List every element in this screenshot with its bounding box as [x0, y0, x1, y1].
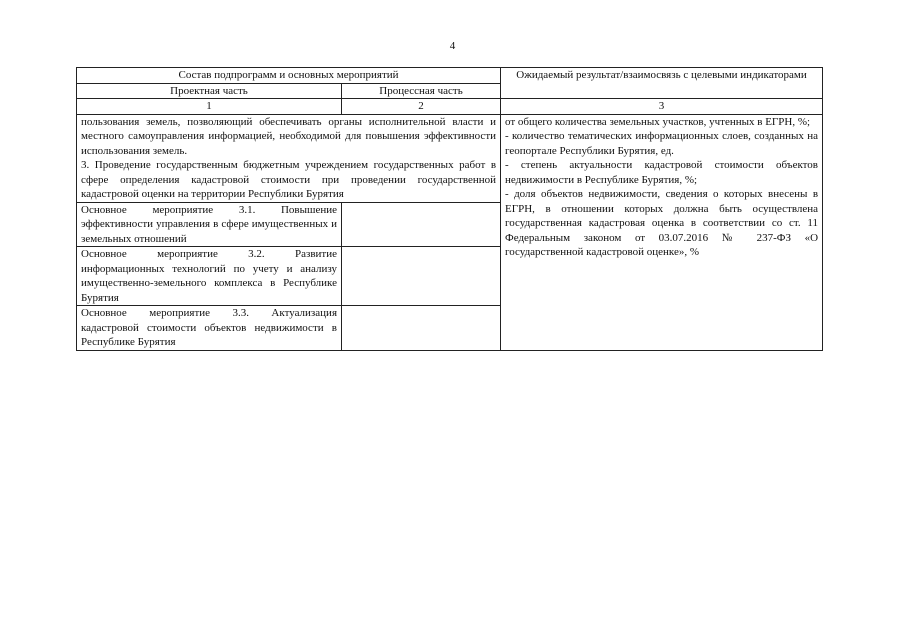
result-item: от общего количества земельных участков, учтенных в ЕГРН, %; [505, 115, 811, 128]
intro-row [77, 114, 823, 202]
header-process-part: Процессная часть [342, 83, 501, 99]
result-item: - степень актуальности кадастровой стоимости объектов недвижимости в Республике Бурятия, %; [505, 159, 819, 186]
activity-process-cell [342, 202, 501, 247]
column-number-row [77, 99, 823, 115]
intro-cell [77, 114, 501, 202]
program-table [76, 67, 823, 351]
intro-paragraph-2: 3. Проведение государственным бюджетным учреждением государственных работ в сфере определения кадастровой стоимости при проведении государственной кадастровой оценки на территории Республики Бурятия [81, 159, 497, 200]
expected-results-cell [501, 114, 823, 350]
activity-process-cell [342, 306, 501, 351]
header-project-part: Проектная часть [77, 83, 342, 99]
page-number: 4 [449, 40, 456, 52]
activity-process-cell [342, 247, 501, 306]
activity-cell: Основное мероприятие 3.1. Повышение эффективности управления в сфере имущественных и земельных отношений [77, 202, 342, 247]
activity-cell: Основное мероприятие 3.2. Развитие информационных технологий по учету и анализу имущественно-земельного комплекса в Республике Бурятия [77, 247, 342, 306]
result-item: - количество тематических информационных слоев, созданных на геопортале Республики Бурятия, ед. [505, 130, 819, 157]
activity-cell: Основное мероприятие 3.3. Актуализация кадастровой стоимости объектов недвижимости в Республике Бурятия [77, 306, 342, 351]
column-number-1: 1 [77, 99, 342, 115]
header-expected-result: Ожидаемый результат/взаимосвязь с целевыми индикаторами [501, 68, 823, 99]
column-number-2: 2 [342, 99, 501, 115]
header-composition: Состав подпрограмм и основных мероприятий [77, 68, 501, 84]
column-number-3: 3 [501, 99, 823, 115]
result-item: - доля объектов недвижимости, сведения о которых внесены в ЕГРН, в отношении которых должна быть осуществлена государственная кадастровая оценка в соответствии со ст. 11 Федеральным законом от 03.07.2016 № 237-ФЗ «О государственной кадастровой оценке», % [505, 188, 819, 258]
header-row-1 [77, 68, 823, 84]
intro-paragraph-1: пользования земель, позволяющий обеспечивать органы исполнительной власти и местного самоуправления информацией, необходимой для повышения эффективности использования земель. [81, 115, 497, 157]
